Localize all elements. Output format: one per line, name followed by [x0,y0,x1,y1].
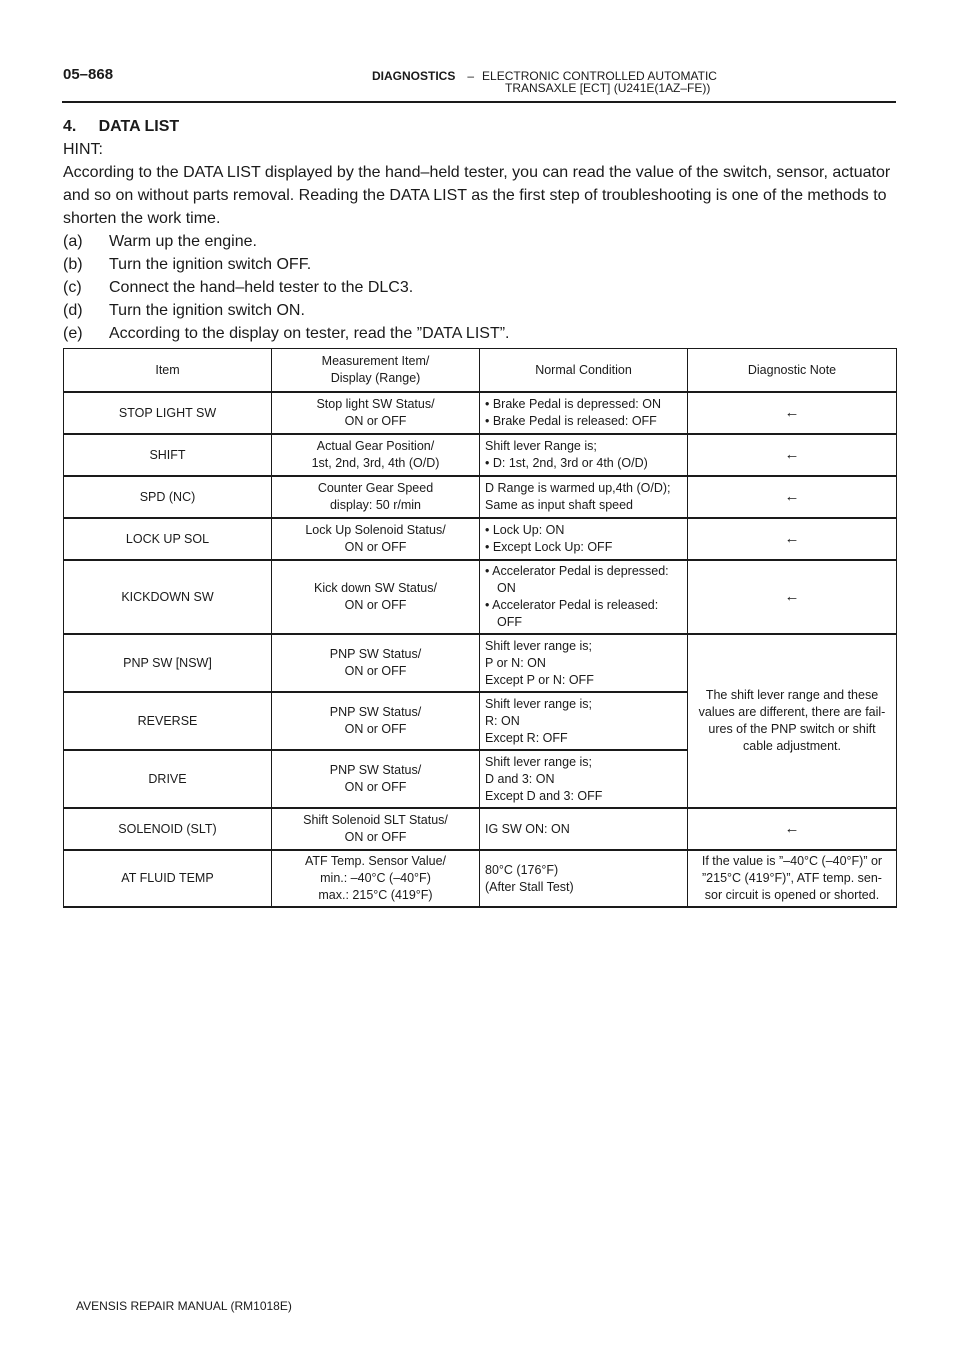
step-label: (a) [63,233,83,250]
cell-item: SPD (NC) [64,476,272,518]
cell-item: KICKDOWN SW [64,560,272,634]
hint-label: HINT: [63,141,103,158]
cell-item: SOLENOID (SLT) [64,808,272,850]
cell-normal: 80°C (176°F) (After Stall Test) [480,850,688,907]
left-arrow-icon: ← [784,588,800,605]
cell-item: SHIFT [64,434,272,476]
procedure-steps [63,230,899,345]
cell-diagnostic [688,392,897,434]
header-rule [62,101,896,103]
header-item: Item [64,349,272,393]
cell-measurement: Lock Up Solenoid Status/ ON or OFF [272,518,480,560]
step-label: (b) [63,256,83,273]
header-measurement: Measurement Item/ Display (Range) [272,349,480,393]
cell-diagnostic [688,808,897,850]
step-text: Turn the ignition switch OFF. [109,256,312,273]
step-e [63,322,899,345]
cell-normal: Shift lever Range is; • D: 1st, 2nd, 3rd or 4th (O/D) [480,434,688,476]
cell-normal: IG SW ON: ON [480,808,688,850]
step-c [63,276,899,299]
cell-measurement: PNP SW Status/ ON or OFF [272,750,480,808]
table-row [64,518,897,560]
step-label: (e) [63,325,83,342]
page-number: 05–868 [63,66,114,83]
table-row [64,808,897,850]
cell-diagnostic [688,560,897,634]
table-row [64,634,897,692]
cell-measurement: Actual Gear Position/ 1st, 2nd, 3rd, 4th (O/D) [272,434,480,476]
cell-item: STOP LIGHT SW [64,392,272,434]
cell-measurement: Stop light SW Status/ ON or OFF [272,392,480,434]
cell-normal: Shift lever range is; R: ON Except R: OFF [480,692,688,750]
step-title: 4. DATA LIST [63,118,180,135]
table-row [64,434,897,476]
left-arrow-icon: ← [784,404,800,421]
cell-item: LOCK UP SOL [64,518,272,560]
cell-diagnostic [688,434,897,476]
section-subtitle-1: ELECTRONIC CONTROLLED AUTOMATIC [482,69,717,83]
left-arrow-icon: ← [784,820,800,837]
cell-diagnostic [688,518,897,560]
cell-normal: • Lock Up: ON • Except Lock Up: OFF [480,518,688,560]
cell-measurement: ATF Temp. Sensor Value/ min.: –40°C (–40°F) max.: 215°C (419°F) [272,850,480,907]
section-subtitle-2: TRANSAXLE [ECT] (U241E(1AZ–FE)) [505,81,711,95]
left-arrow-icon: ← [784,530,800,547]
cell-item: PNP SW [NSW] [64,634,272,692]
section-header [372,70,717,94]
step-text: Turn the ignition switch ON. [109,302,305,319]
left-arrow-icon: ← [784,488,800,505]
cell-normal: • Accelerator Pedal is depressed: ON • Accelerator Pedal is released: OFF [480,560,688,634]
step-text: Warm up the engine. [109,233,257,250]
cell-normal: • Brake Pedal is depressed: ON • Brake Pedal is released: OFF [480,392,688,434]
data-list-table [63,348,897,908]
table-header-row [64,349,897,393]
cell-diagnostic-pnp-note: The shift lever range and these values are different, there are fail- ures of the PNP switch or shift cable adjustment. [688,634,897,808]
step-label: (d) [63,302,83,319]
cell-item: AT FLUID TEMP [64,850,272,907]
cell-measurement: Counter Gear Speed display: 50 r/min [272,476,480,518]
cell-normal: D Range is warmed up,4th (O/D); Same as input shaft speed [480,476,688,518]
step-d [63,299,899,322]
cell-measurement: PNP SW Status/ ON or OFF [272,692,480,750]
step-a [63,230,899,253]
cell-diagnostic [688,476,897,518]
header-diagnostic-note: Diagnostic Note [688,349,897,393]
left-arrow-icon: ← [784,446,800,463]
cell-measurement: Kick down SW Status/ ON or OFF [272,560,480,634]
step-text: Connect the hand–held tester to the DLC3. [109,279,414,296]
header-dash: – [467,69,475,83]
table-row [64,392,897,434]
table-row [64,560,897,634]
cell-diagnostic: If the value is ”–40°C (–40°F)” or ”215°C (419°F)”, ATF temp. sen- sor circuit is opened or shorted. [688,850,897,907]
step-label: (c) [63,279,82,296]
cell-normal: Shift lever range is; D and 3: ON Except D and 3: OFF [480,750,688,808]
cell-measurement: PNP SW Status/ ON or OFF [272,634,480,692]
footer-manual-title: AVENSIS REPAIR MANUAL (RM1018E) [76,1299,292,1313]
section-name: DIAGNOSTICS [372,69,456,83]
table-row [64,476,897,518]
header-normal-condition: Normal Condition [480,349,688,393]
body-text [63,115,899,345]
hint-paragraph: According to the DATA LIST displayed by the hand–held tester, you can read the value of the switch, sensor, actuator and so on without parts removal. Reading the DATA LIST as the first step of troubleshooting is one of the methods to shorten the work time. [63,164,891,227]
cell-measurement: Shift Solenoid SLT Status/ ON or OFF [272,808,480,850]
cell-item: REVERSE [64,692,272,750]
cell-normal: Shift lever range is; P or N: ON Except P or N: OFF [480,634,688,692]
step-text: According to the display on tester, read the ”DATA LIST”. [109,325,510,342]
table-row [64,850,897,907]
step-b [63,253,899,276]
cell-item: DRIVE [64,750,272,808]
